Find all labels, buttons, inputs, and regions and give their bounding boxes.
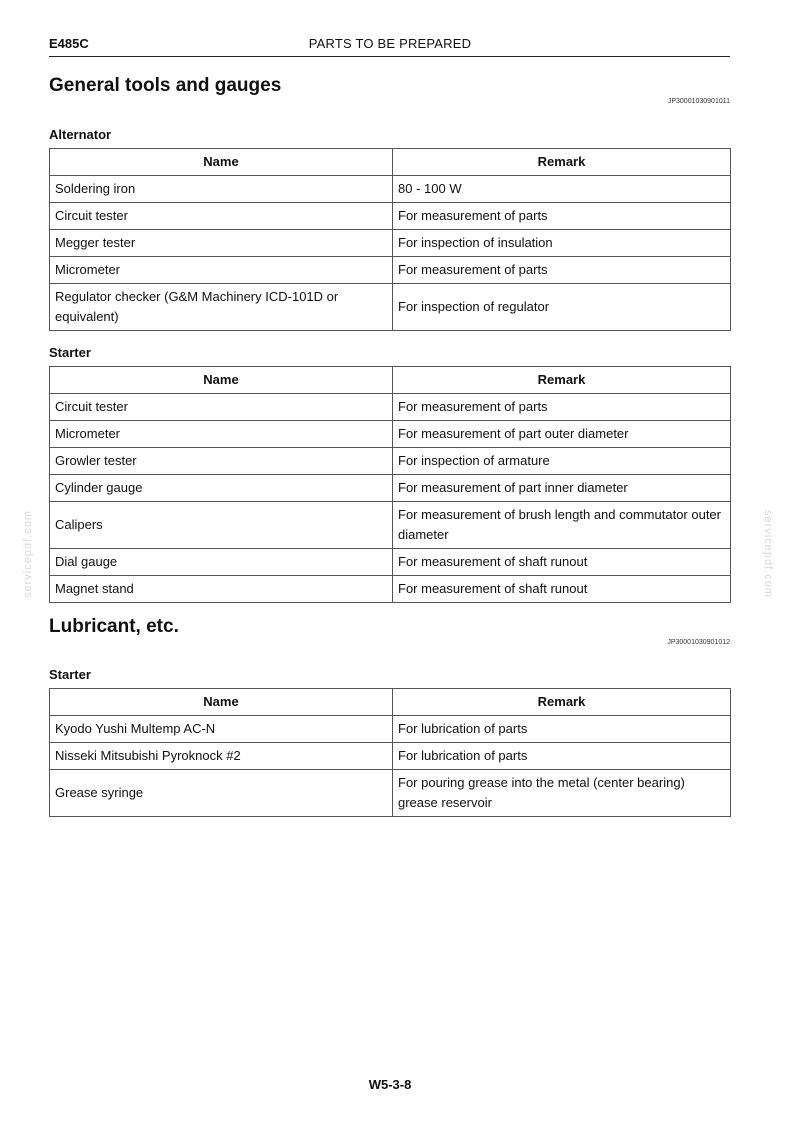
table-row <box>50 421 731 448</box>
page-number: W5-3-8 <box>368 1077 412 1092</box>
cell-name: Circuit tester <box>50 203 393 230</box>
cell-remark: For measurement of parts <box>393 203 731 230</box>
table-row <box>50 394 731 421</box>
column-header-name: Name <box>50 689 393 716</box>
cell-remark: For measurement of brush length and commutator outer diameter <box>393 502 731 549</box>
cell-remark: For measurement of part outer diameter <box>393 421 731 448</box>
cell-name: Kyodo Yushi Multemp AC-N <box>50 716 393 743</box>
cell-name: Megger tester <box>50 230 393 257</box>
table-row <box>50 549 731 576</box>
alternator-table <box>49 148 731 331</box>
cell-remark: For pouring grease into the metal (center bearing) grease reservoir <box>393 770 731 817</box>
table-row <box>50 230 731 257</box>
cell-remark: For measurement of part inner diameter <box>393 475 731 502</box>
section-heading-tools: General tools and gauges <box>49 75 282 96</box>
cell-remark: For measurement of shaft runout <box>393 549 731 576</box>
column-header-remark: Remark <box>393 689 731 716</box>
cell-remark: For inspection of insulation <box>393 230 731 257</box>
doc-id-tools: JP30001030901011 <box>667 98 730 105</box>
cell-name: Soldering iron <box>50 176 393 203</box>
cell-name: Circuit tester <box>50 394 393 421</box>
table-caption-alternator: Alternator <box>49 127 112 142</box>
table-caption-starter-lubricant: Starter <box>49 667 91 682</box>
table-row <box>50 284 731 331</box>
cell-name: Cylinder gauge <box>50 475 393 502</box>
cell-name: Micrometer <box>50 257 393 284</box>
cell-remark: For measurement of parts <box>393 394 731 421</box>
cell-remark: For lubrication of parts <box>393 743 731 770</box>
table-row <box>50 448 731 475</box>
header-title: PARTS TO BE PREPARED <box>308 36 472 51</box>
table-row <box>50 203 731 230</box>
column-header-remark: Remark <box>393 149 731 176</box>
table-row <box>50 257 731 284</box>
table-row <box>50 770 731 817</box>
cell-name: Calipers <box>50 502 393 549</box>
header-model: E485C <box>49 36 89 51</box>
table-row <box>50 502 731 549</box>
watermark-left: servicepdf.com <box>22 510 34 598</box>
cell-name: Grease syringe <box>50 770 393 817</box>
doc-id-lubricant: JP30001030901012 <box>667 639 730 646</box>
column-header-name: Name <box>50 367 393 394</box>
cell-name: Nisseki Mitsubishi Pyroknock #2 <box>50 743 393 770</box>
cell-remark: For measurement of shaft runout <box>393 576 731 603</box>
watermark-right: servicepdf.com <box>762 510 774 598</box>
cell-remark: For inspection of armature <box>393 448 731 475</box>
column-header-remark: Remark <box>393 367 731 394</box>
table-row <box>50 576 731 603</box>
header-rule <box>49 56 730 57</box>
starter-lubricant-table <box>49 688 731 817</box>
starter-tools-table <box>49 366 731 603</box>
cell-remark: For inspection of regulator <box>393 284 731 331</box>
cell-name: Magnet stand <box>50 576 393 603</box>
cell-name: Regulator checker (G&M Machinery ICD-101D or equivalent) <box>50 284 393 331</box>
table-row <box>50 743 731 770</box>
cell-remark: 80 - 100 W <box>393 176 731 203</box>
column-header-name: Name <box>50 149 393 176</box>
cell-name: Micrometer <box>50 421 393 448</box>
table-row <box>50 176 731 203</box>
table-row <box>50 475 731 502</box>
cell-name: Dial gauge <box>50 549 393 576</box>
cell-name: Growler tester <box>50 448 393 475</box>
section-heading-lubricant: Lubricant, etc. <box>49 616 179 637</box>
cell-remark: For lubrication of parts <box>393 716 731 743</box>
cell-remark: For measurement of parts <box>393 257 731 284</box>
table-caption-starter-tools: Starter <box>49 345 91 360</box>
table-row <box>50 716 731 743</box>
